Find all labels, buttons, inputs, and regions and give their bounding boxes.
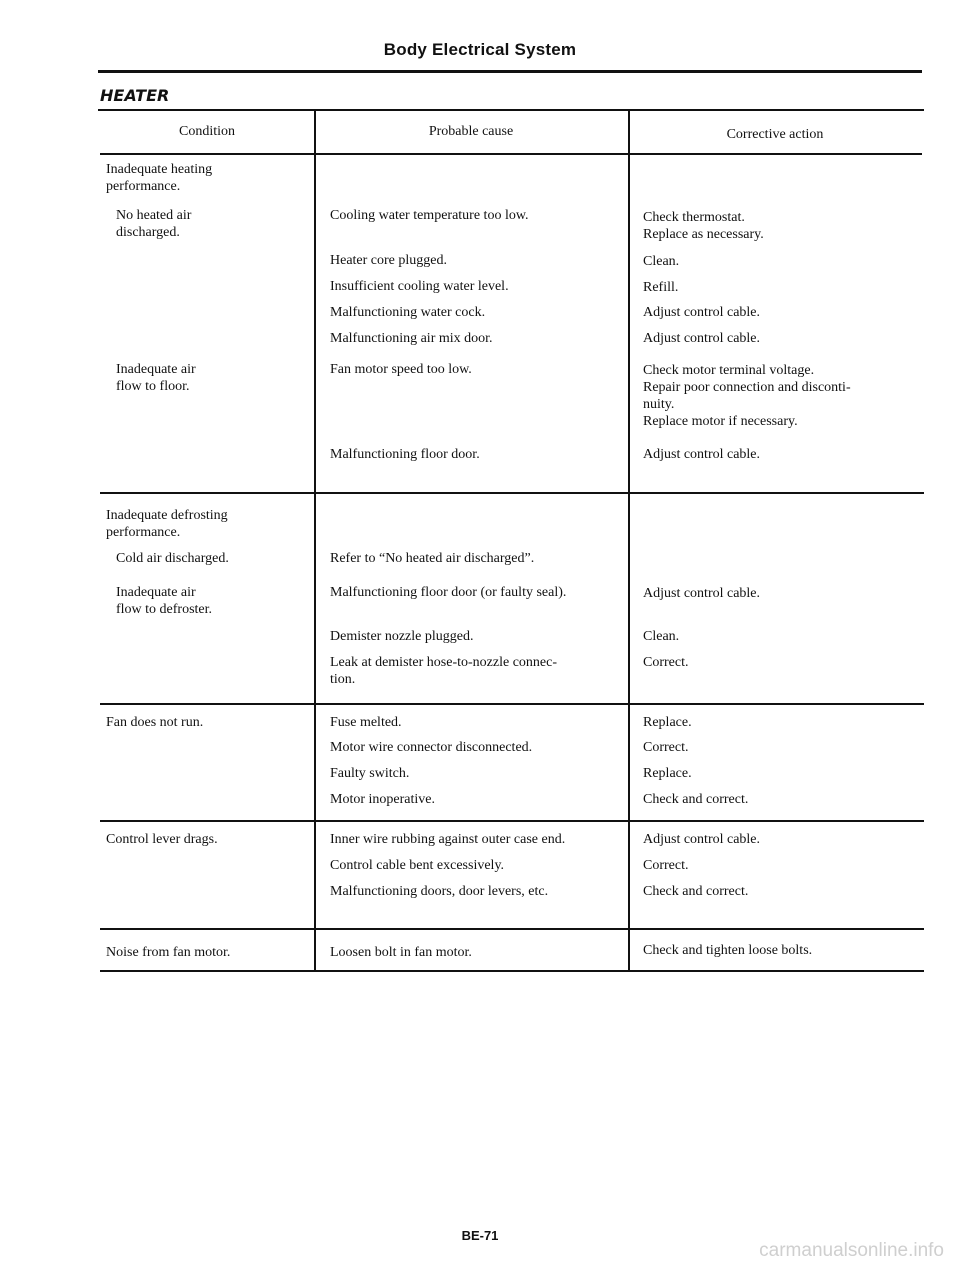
action-text: Check and correct.	[643, 792, 749, 807]
action-text: Adjust control cable.	[643, 447, 761, 462]
condition-subtext: Inadequate air flow to floor.	[116, 362, 196, 394]
cause-text: Faulty switch.	[330, 766, 410, 781]
cause-text: Fuse melted.	[330, 715, 402, 730]
action-text: Check thermostat. Replace as necessary.	[643, 210, 764, 242]
condition-text: Fan does not run.	[106, 715, 204, 730]
action-text: Adjust control cable.	[643, 586, 761, 601]
cause-text: Fan motor speed too low.	[330, 362, 472, 377]
action-text: Check and correct.	[643, 884, 749, 899]
cause-text: Malfunctioning air mix door.	[330, 331, 493, 346]
cause-text: Refer to “No heated air discharged”.	[330, 551, 535, 566]
cause-text: Motor wire connector disconnected.	[330, 740, 533, 755]
action-text: Clean.	[643, 254, 680, 269]
action-text: Check and tighten loose bolts.	[643, 943, 813, 958]
cause-text: Malfunctioning water cock.	[330, 305, 486, 320]
cause-text: Insufficient cooling water level.	[330, 279, 509, 294]
cause-text: Loosen bolt in fan motor.	[330, 945, 472, 960]
action-text: Replace.	[643, 766, 692, 781]
cause-text: Leak at demister hose-to-nozzle connec- tion.	[330, 655, 558, 687]
cause-text: Malfunctioning doors, door levers, etc.	[330, 884, 549, 899]
action-text: Adjust control cable.	[643, 331, 761, 346]
condition-text: Control lever drags.	[106, 832, 218, 847]
action-text: Clean.	[643, 629, 680, 644]
cause-text: Motor inoperative.	[330, 792, 435, 807]
action-text: Correct.	[643, 858, 689, 873]
row-divider-4	[100, 928, 924, 930]
cause-text: Cooling water temperature too low.	[330, 208, 529, 223]
watermark: carmanualsonline.info	[759, 1240, 944, 1261]
condition-subtext: Inadequate air flow to defroster.	[116, 585, 213, 617]
cause-text: Demister nozzle plugged.	[330, 629, 474, 644]
page-header: Body Electrical System	[383, 40, 577, 59]
page-number: BE-71	[461, 1228, 499, 1243]
section-title: HEATER	[100, 86, 170, 105]
action-text: Correct.	[643, 655, 689, 670]
section-rule	[98, 109, 924, 111]
cause-text: Malfunctioning floor door.	[330, 447, 480, 462]
condition-text: Inadequate defrosting performance.	[106, 508, 228, 540]
column-divider-1	[314, 110, 316, 972]
row-divider-3	[100, 820, 924, 822]
column-header-cause: Probable cause	[428, 124, 514, 139]
header-rule	[98, 70, 922, 73]
action-text: Adjust control cable.	[643, 832, 761, 847]
action-text: Check motor terminal voltage. Repair poor connection and disconti- nuity. Replace motor if necessary.	[643, 363, 851, 429]
column-header-action: Corrective action	[726, 127, 824, 142]
condition-subtext: No heated air discharged.	[116, 208, 192, 240]
column-header-condition: Condition	[178, 124, 235, 139]
table-bottom-rule	[100, 970, 924, 972]
row-divider-1	[100, 492, 924, 494]
column-divider-2	[628, 110, 630, 972]
action-text: Adjust control cable.	[643, 305, 761, 320]
action-text: Refill.	[643, 280, 679, 295]
action-text: Correct.	[643, 740, 689, 755]
condition-text: Inadequate heating performance.	[106, 162, 213, 194]
action-text: Replace.	[643, 715, 692, 730]
row-divider-2	[100, 703, 924, 705]
cause-text: Malfunctioning floor door (or faulty seal).	[330, 585, 567, 600]
condition-text: Noise from fan motor.	[106, 945, 231, 960]
header-divider	[100, 153, 922, 155]
cause-text: Control cable bent excessively.	[330, 858, 505, 873]
cause-text: Inner wire rubbing against outer case end.	[330, 832, 566, 847]
cause-text: Heater core plugged.	[330, 253, 447, 268]
condition-subtext: Cold air discharged.	[116, 551, 229, 566]
